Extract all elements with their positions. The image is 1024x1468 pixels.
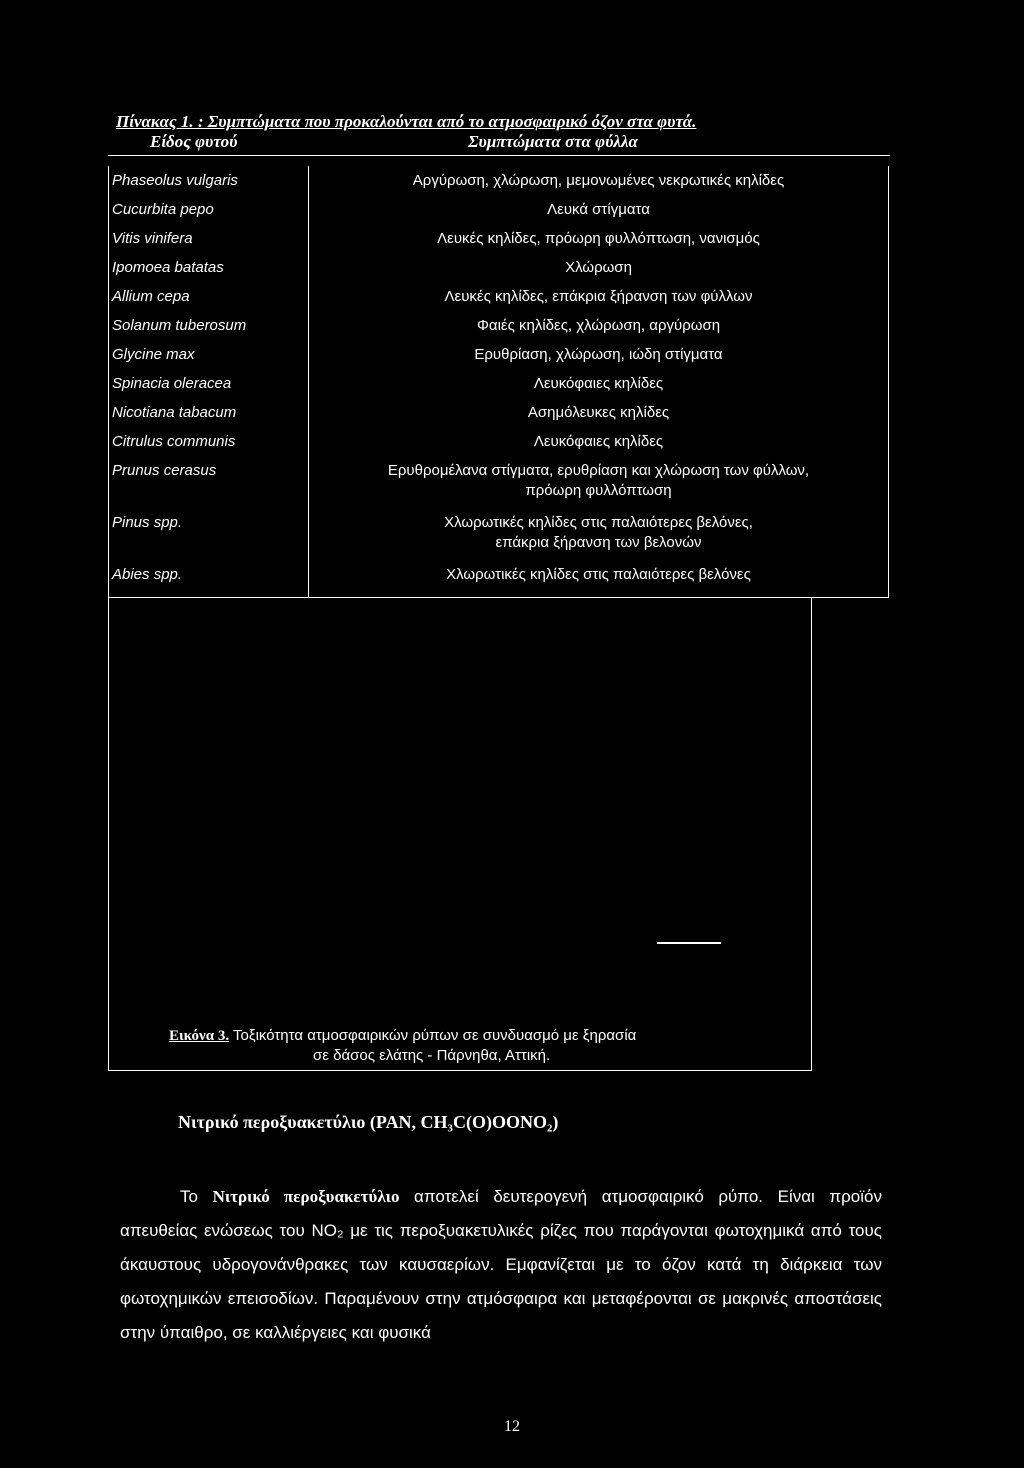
header-rule <box>108 155 890 156</box>
symptoms-cell: Ασημόλευκες κηλίδες <box>309 403 889 432</box>
symptoms-line: Χλωρωτικές κηλίδες στις παλαιότερες βελόνες, <box>444 514 753 531</box>
species-cell: Allium cepa <box>109 287 309 316</box>
table-row <box>109 513 889 565</box>
table-row <box>109 345 889 374</box>
species-cell: Citrulus communis <box>109 432 309 461</box>
table-row <box>109 229 889 258</box>
symptoms-cell: Χλώρωση <box>309 258 889 287</box>
symptoms-line: Ερυθρομέλανα στίγματα, ερυθρίαση και χλώρωση των φύλλων, <box>387 462 810 479</box>
section-heading: Νιτρικό περοξυακετύλιο (PAN, CH₃C(O)OONO₂) <box>178 1112 559 1132</box>
symptoms-cell: Λευκόφαιες κηλίδες <box>309 374 889 403</box>
symptoms-cell: Χλωρωτικές κηλίδες στις παλαιότερες βελόνες <box>309 565 889 598</box>
table-row <box>109 565 889 598</box>
symptoms-cell: Λευκές κηλίδες, επάκρια ξήρανση των φύλλων <box>309 287 889 316</box>
figure-frame <box>108 598 812 1071</box>
species-cell: Phaseolus vulgaris <box>109 166 309 200</box>
symptoms-cell: Λευκά στίγματα <box>309 200 889 229</box>
table-row <box>109 258 889 287</box>
figure-caption-line: σε δάσος ελάτης - Πάρνηθα, Αττική. <box>313 1047 551 1064</box>
symptoms-cell: Αργύρωση, χλώρωση, μεμονωμένες νεκρωτικές κηλίδες <box>309 166 889 200</box>
table-row <box>109 200 889 229</box>
species-cell: Abies spp. <box>109 565 309 598</box>
figure-mark <box>657 942 721 944</box>
table-row <box>109 287 889 316</box>
table-caption: Πίνακας 1. : Συμπτώματα που προκαλούνται από το ατμοσφαιρικό όζον στα φυτά. <box>116 112 697 131</box>
header-species: Είδος φυτού <box>150 132 238 151</box>
species-cell: Solanum tuberosum <box>109 316 309 345</box>
figure-caption <box>169 1026 769 1066</box>
symptoms-cell: Λευκές κηλίδες, πρόωρη φυλλόπτωση, νανισμός <box>309 229 889 258</box>
table-row <box>109 432 889 461</box>
species-cell: Vitis vinifera <box>109 229 309 258</box>
paragraph-lead: Το <box>180 1187 198 1206</box>
paragraph-rest: αποτελεί δευτερογενή ατμοσφαιρικό ρύπο. Είναι προϊόν απευθείας ενώσεως του NO₂ με τις περοξυακετυλικές ρίζες που παράγονται φωτοχημικά από τους άκαυστους υδρογονάνθρακες των καυσαερίων. Εμφανίζεται με το όζον κατά τη διάρκεια των φωτοχημικών επεισοδίων. Παραμένουν στην ατμόσφαιρα και μεταφέρονται σε μακρινές αποστάσεις στην ύπαιθρο, σε καλλιέργειες και φυσικά <box>120 1187 882 1342</box>
symptoms-cell: Λευκόφαιες κηλίδες <box>309 432 889 461</box>
symptoms-line: επάκρια ξήρανση των βελονών <box>495 534 702 551</box>
species-cell: Prunus cerasus <box>109 461 309 513</box>
table-row <box>109 461 889 513</box>
symptoms-line: πρόωρη φυλλόπτωση <box>525 482 672 499</box>
species-cell: Pinus spp. <box>109 513 309 565</box>
species-cell: Nicotiana tabacum <box>109 403 309 432</box>
symptoms-table <box>108 166 889 598</box>
table-row <box>109 374 889 403</box>
species-cell: Glycine max <box>109 345 309 374</box>
page-number: 12 <box>504 1418 520 1435</box>
body-paragraph <box>120 1180 882 1350</box>
figure-label: Εικόνα 3. <box>169 1028 230 1044</box>
species-cell: Ipomoea batatas <box>109 258 309 287</box>
table-row <box>109 316 889 345</box>
symptoms-cell: Ερυθρίαση, χλώρωση, ιώδη στίγματα <box>309 345 889 374</box>
species-cell: Cucurbita pepo <box>109 200 309 229</box>
figure-caption-line: Τοξικότητα ατμοσφαιρικών ρύπων σε συνδυασμό με ξηρασία <box>233 1027 637 1044</box>
table-row <box>109 403 889 432</box>
paragraph-term: Νιτρικό περοξυακετύλιο <box>212 1187 400 1206</box>
symptoms-cell <box>309 461 889 513</box>
symptoms-cell: Φαιές κηλίδες, χλώρωση, αργύρωση <box>309 316 889 345</box>
table-row <box>109 166 889 200</box>
species-cell: Spinacia oleracea <box>109 374 309 403</box>
symptoms-cell <box>309 513 889 565</box>
header-symptoms: Συμπτώματα στα φύλλα <box>468 132 638 151</box>
